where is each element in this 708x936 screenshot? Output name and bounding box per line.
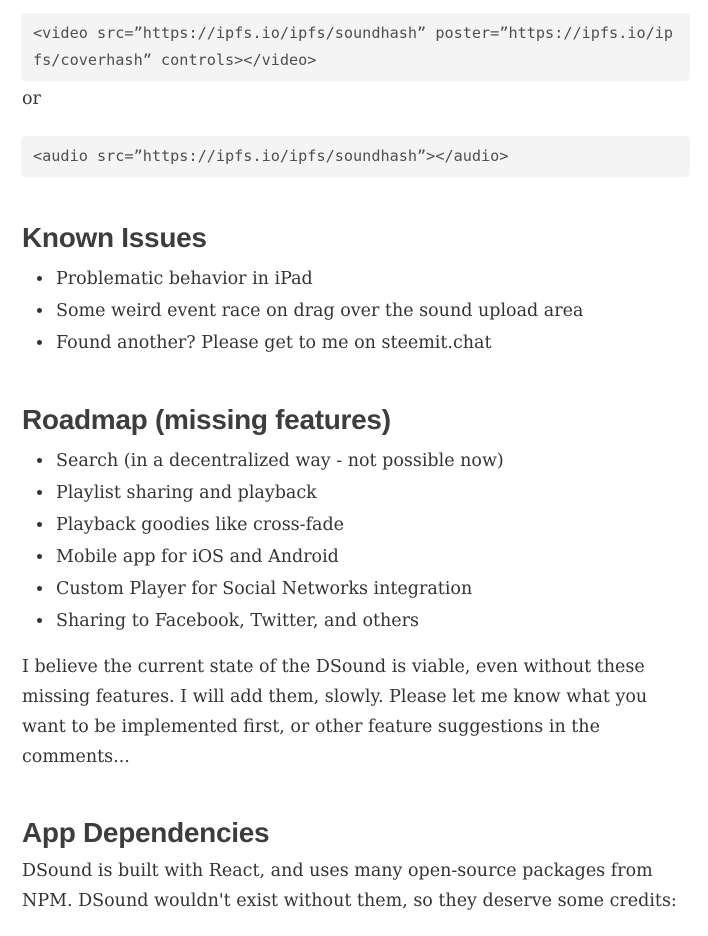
paragraph-line: I believe the current state of the DSound is viable, even without these (22, 657, 645, 677)
list-item-known-issue: • Some weird event race on drag over the sound upload area (54, 295, 690, 327)
list-item-roadmap: • Custom Player for Social Networks integration (54, 573, 690, 605)
code-block-video-embed (21, 13, 690, 81)
paragraph-line: NPM. DSound wouldn't exist without them, so they deserve some credits: (22, 891, 677, 911)
list-item-known-issue: • Problematic behavior in iPad (54, 263, 690, 295)
list-item-roadmap: • Playback goodies like cross-fade (54, 509, 690, 541)
code-video-embed: <video src=”https://ipfs.io/ipfs/soundhash” poster=”https://ipfs.io/ipfs/coverhash” controls></video> (33, 24, 674, 69)
list-item-known-issue: • Found another? Please get to me on steemit.chat (54, 327, 690, 359)
heading-known-issues: Known Issues (22, 222, 207, 253)
code-audio-embed: <audio src=”https://ipfs.io/ipfs/soundhash”></audio> (33, 147, 509, 165)
dependencies-intro-paragraph (22, 856, 690, 916)
paragraph-line: DSound is built with React, and uses many open-source packages from (22, 861, 653, 881)
list-item-roadmap: • Playlist sharing and playback (54, 477, 690, 509)
paragraph-line: missing features. I will add them, slowly. Please let me know what you (22, 687, 648, 707)
code-block-audio-embed (21, 136, 690, 177)
list-item-roadmap: • Mobile app for iOS and Android (54, 541, 690, 573)
roadmap-list (22, 445, 690, 637)
list-item-roadmap: • Search (in a decentralized way - not possible now) (54, 445, 690, 477)
or-text: or (22, 89, 41, 109)
list-item-roadmap: • Sharing to Facebook, Twitter, and others (54, 605, 690, 637)
known-issues-list (22, 263, 690, 359)
roadmap-note-paragraph (22, 652, 690, 772)
paragraph-line: want to be implemented first, or other feature suggestions in the (22, 717, 600, 737)
heading-app-dependencies: App Dependencies (22, 817, 270, 848)
paragraph-line: comments... (22, 747, 130, 767)
heading-roadmap: Roadmap (missing features) (22, 404, 391, 435)
